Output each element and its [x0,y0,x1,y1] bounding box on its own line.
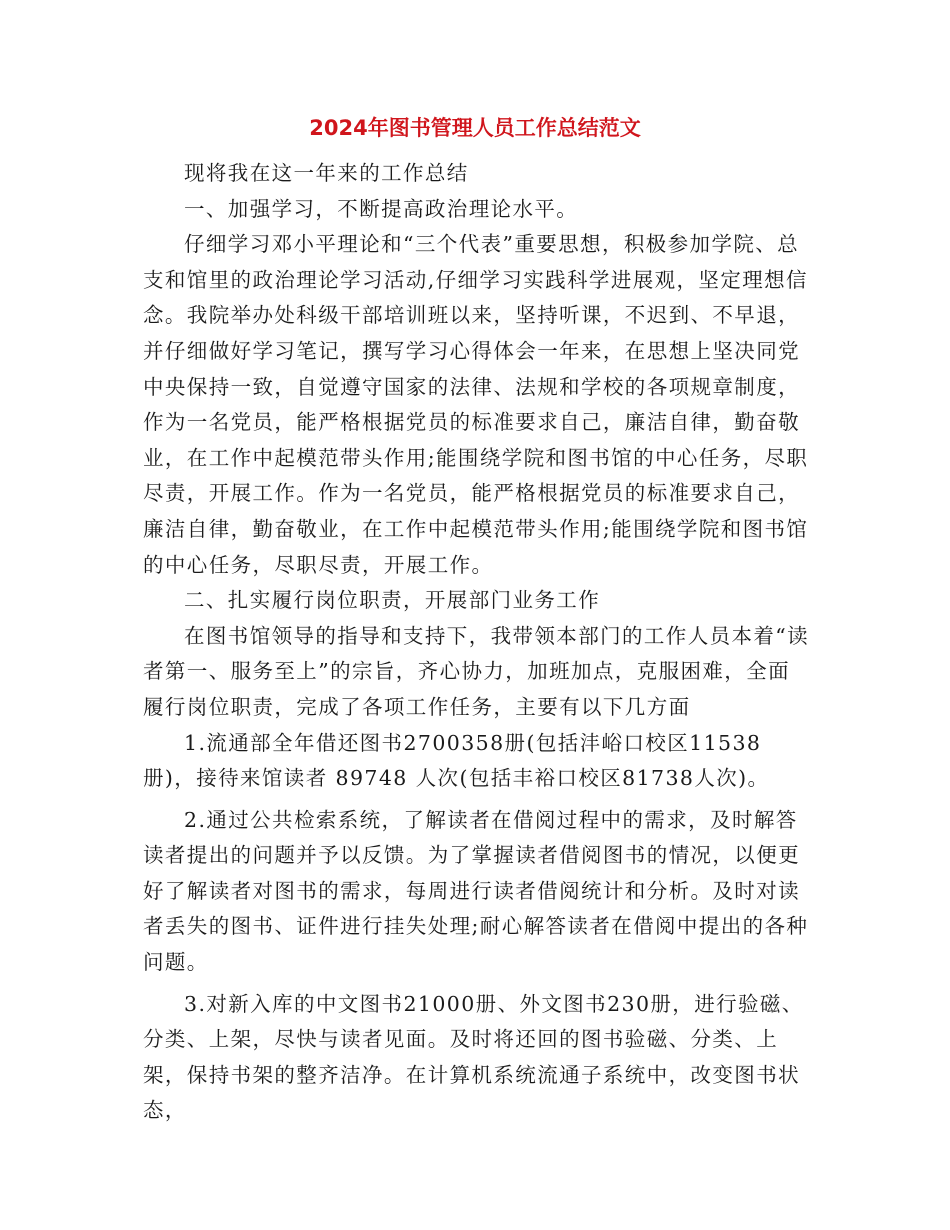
paragraph-study: 仔细学习邓小平理论和“三个代表”重要思想，积极参加学院、总支和馆里的政治理论学习活动,仔细学习实践科学进展观，坚定理想信念。我院举办处科级干部培训班以来，坚持听课，不迟到、不早退，并仔细做好学习笔记，撰写学习心得体会一年来，在思想上坚决同党中央保持一致，自觉遵守国家的法律、法规和学校的各项规章制度，作为一名党员，能严格根据党员的标准要求自己，廉洁自律，勤奋敬业，在工作中起模范带头作用;能围绕学院和图书馆的中心任务，尽职尽责，开展工作。作为一名党员，能严格根据党员的标准要求自己，廉洁自律，勤奋敬业，在工作中起模范带头作用;能围绕学院和图书馆的中心任务，尽职尽责，开展工作。 [143,232,809,577]
list-item-3: 3.对新入库的中文图书21000册、外文图书230册，进行验磁、分类、上架，尽快与读者见面。及时将还回的图书验磁、分类、上架，保持书架的整齐洁净。在计算机系统流通子系统中，改变图书状态， [143,991,804,1123]
section-heading-2: 二、扎实履行岗位职责，开展部门业务工作 [184,588,601,613]
document-body [143,156,811,1129]
list-item-2: 2.通过公共检索系统，了解读者在借阅过程中的需求，及时解答读者提出的问题并予以反馈。为了掌握读者借阅图书的情况，以便更好了解读者对图书的需求，每周进行读者借阅统计和分析。及时对读者丢失的图书、证件进行挂失处理;耐心解答读者在借阅中提出的各种问题。 [143,807,809,975]
document-title: 2024年图书管理人员工作总结范文 [309,116,641,140]
paragraph-duties: 在图书馆领导的指导和支持下，我带领本部门的工作人员本着“读者第一、服务至上”的宗旨，齐心协力，加班加点，克服困难，全面履行岗位职责，完成了各项工作任务，主要有以下几方面 [143,623,810,719]
list-item-1: 1.流通部全年借还图书2700358册(包括沣峪口校区11538册)，接待来馆读者 89748 人次(包括丰裕口校区81738人次)。 [143,730,770,791]
paragraph-intro: 现将我在这一年来的工作总结 [184,161,469,185]
section-heading-1: 一、加强学习，不断提高政治理论水平。 [184,196,579,221]
